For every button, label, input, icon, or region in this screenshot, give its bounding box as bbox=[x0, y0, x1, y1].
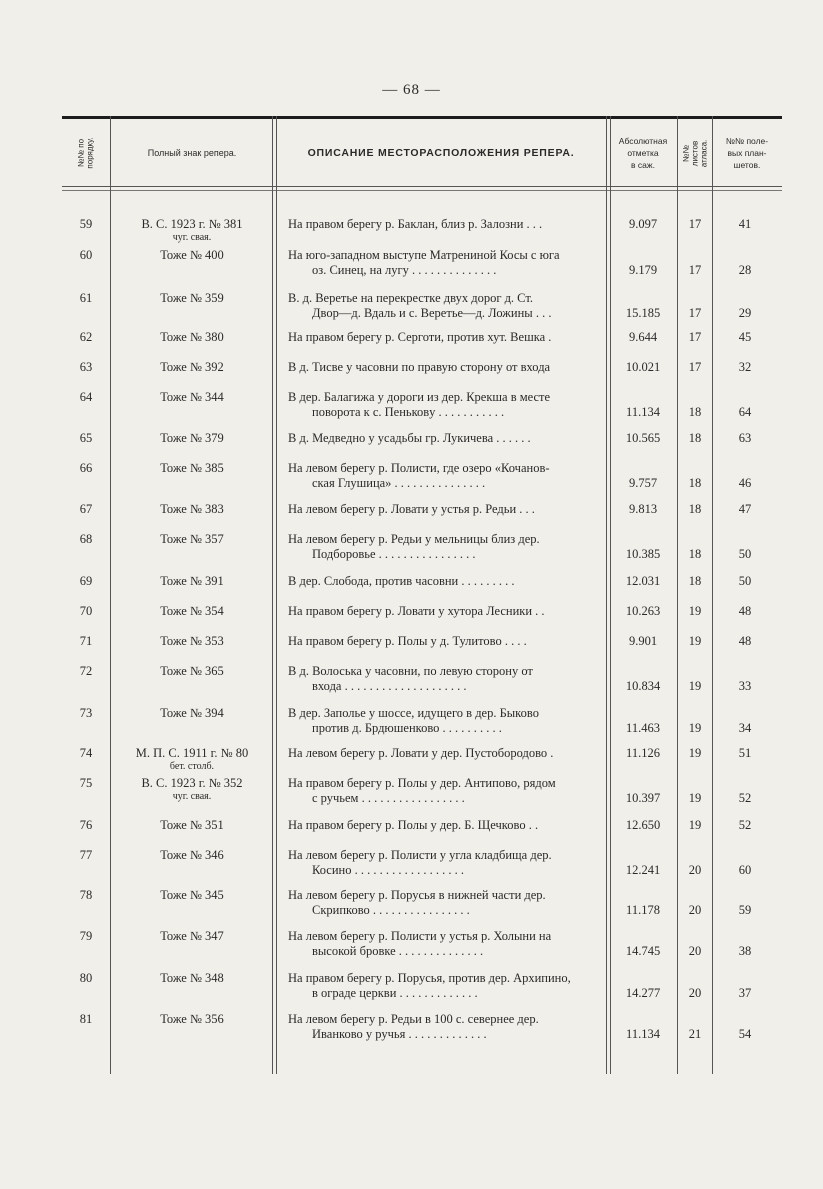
benchmark-sign-main: Тоже № 400 bbox=[160, 248, 224, 262]
description-line: с ручьем . . . . . . . . . . . . . . . . . bbox=[312, 791, 465, 805]
benchmark-sign-main: Тоже № 365 bbox=[160, 664, 224, 678]
field-tablet-number: 60 bbox=[738, 863, 752, 877]
row-number: 76 bbox=[79, 818, 93, 832]
description-line: На правом берегу р. Порусья, против дер. Архипино, bbox=[288, 971, 571, 985]
location-description bbox=[288, 390, 606, 420]
field-tablet-number: 48 bbox=[738, 604, 752, 618]
benchmark-sign bbox=[112, 574, 272, 588]
atlas-sheet-number: 19 bbox=[688, 604, 702, 618]
row-number: 63 bbox=[79, 360, 93, 374]
atlas-sheet-number: 18 bbox=[688, 574, 702, 588]
benchmark-sign-main: Тоже № 351 bbox=[160, 818, 224, 832]
absolute-altitude: 9.644 bbox=[628, 330, 658, 344]
row-number: 75 bbox=[79, 776, 93, 790]
description-line: В д. Медведно у усадьбы гр. Лукичева . . . . . . bbox=[288, 431, 531, 445]
benchmark-sign bbox=[112, 360, 272, 374]
description-line: На левом берегу р. Полисти у угла кладбища дер. bbox=[288, 848, 552, 862]
absolute-altitude: 9.901 bbox=[628, 634, 658, 648]
absolute-altitude: 12.650 bbox=[625, 818, 661, 832]
benchmark-sign bbox=[112, 1012, 272, 1026]
row-number: 61 bbox=[79, 291, 93, 305]
row-number: 66 bbox=[79, 461, 93, 475]
benchmark-sign bbox=[112, 330, 272, 344]
description-line: На правом берегу р. Серготи, против хут. Вешка . bbox=[288, 330, 552, 344]
atlas-sheet-number: 19 bbox=[688, 746, 702, 760]
row-number: 69 bbox=[79, 574, 93, 588]
atlas-sheet-number: 20 bbox=[688, 863, 702, 877]
row-number: 60 bbox=[79, 248, 93, 262]
atlas-sheet-number: 17 bbox=[688, 330, 702, 344]
description-line: На юго-западном выступе Матрениной Косы с юга bbox=[288, 248, 560, 262]
description-line: На левом берегу р. Порусья в нижней части дер. bbox=[288, 888, 546, 902]
description-line: На левом берегу р. Редьи у мельницы близ дер. bbox=[288, 532, 540, 546]
atlas-sheet-number: 21 bbox=[688, 1027, 702, 1041]
benchmark-sign bbox=[112, 706, 272, 720]
atlas-sheet-number: 17 bbox=[688, 360, 702, 374]
table-top-rule bbox=[62, 116, 782, 119]
location-description bbox=[288, 431, 606, 446]
location-description bbox=[288, 461, 606, 491]
benchmark-sign-main: Тоже № 392 bbox=[160, 360, 224, 374]
atlas-sheet-number: 17 bbox=[688, 306, 702, 320]
description-line: На левом берегу р. Полисти у устья р. Холыни на bbox=[288, 929, 552, 943]
benchmark-sign bbox=[112, 291, 272, 305]
header-atlas-sheet: №№ листов атласа. bbox=[681, 139, 709, 167]
location-description bbox=[288, 248, 606, 278]
location-description bbox=[288, 746, 606, 761]
benchmark-sign bbox=[112, 818, 272, 832]
benchmark-sign bbox=[112, 848, 272, 862]
description-line: На правом берегу р. Полы у дер. Антипово, рядом bbox=[288, 776, 556, 790]
atlas-sheet-number: 20 bbox=[688, 944, 702, 958]
location-description bbox=[288, 929, 606, 959]
field-tablet-number: 38 bbox=[738, 944, 752, 958]
location-description bbox=[288, 706, 606, 736]
benchmark-sign-main: Тоже № 359 bbox=[160, 291, 224, 305]
header-rule bbox=[62, 186, 782, 187]
description-line: Скрипково . . . . . . . . . . . . . . . . bbox=[312, 903, 470, 917]
benchmark-sign-main: Тоже № 344 bbox=[160, 390, 224, 404]
absolute-altitude: 12.031 bbox=[625, 574, 661, 588]
location-description bbox=[288, 574, 606, 589]
benchmark-sign-main: Тоже № 357 bbox=[160, 532, 224, 546]
field-tablet-number: 50 bbox=[738, 547, 752, 561]
benchmark-sign bbox=[112, 390, 272, 404]
benchmark-sign-main: В. С. 1923 г. № 352 bbox=[141, 776, 243, 790]
benchmark-sign-type: чуг. свая. bbox=[172, 232, 212, 243]
location-description bbox=[288, 1012, 606, 1042]
location-description bbox=[288, 604, 606, 619]
benchmark-table bbox=[62, 116, 782, 1076]
description-line: в ограде церкви . . . . . . . . . . . . . bbox=[312, 986, 478, 1000]
description-line: высокой бровке . . . . . . . . . . . . . . bbox=[312, 944, 484, 958]
benchmark-sign-main: Тоже № 391 bbox=[160, 574, 224, 588]
field-tablet-number: 50 bbox=[738, 574, 752, 588]
description-line: На правом берегу р. Ловати у хутора Лесники . . bbox=[288, 604, 545, 618]
description-line: поворота к с. Пеньковy . . . . . . . . . . . bbox=[312, 405, 505, 419]
absolute-altitude: 9.813 bbox=[628, 502, 658, 516]
location-description bbox=[288, 848, 606, 878]
atlas-sheet-number: 18 bbox=[688, 476, 702, 490]
benchmark-sign-main: Тоже № 346 bbox=[160, 848, 224, 862]
benchmark-sign-main: Тоже № 356 bbox=[160, 1012, 224, 1026]
field-tablet-number: 64 bbox=[738, 405, 752, 419]
description-line: На левом берегу р. Полисти, где озеро «Кочанов- bbox=[288, 461, 550, 475]
absolute-altitude: 11.463 bbox=[626, 721, 660, 735]
benchmark-sign-main: М. П. С. 1911 г. № 80 bbox=[135, 746, 249, 760]
header-altitude: Абсолютная отметка в саж. bbox=[618, 136, 668, 170]
location-description bbox=[288, 502, 606, 517]
location-description bbox=[288, 664, 606, 694]
atlas-sheet-number: 18 bbox=[688, 502, 702, 516]
row-number: 62 bbox=[79, 330, 93, 344]
location-description bbox=[288, 776, 606, 806]
field-tablet-number: 54 bbox=[738, 1027, 752, 1041]
benchmark-sign-main: Тоже № 348 bbox=[160, 971, 224, 985]
field-tablet-number: 28 bbox=[738, 263, 752, 277]
row-number: 78 bbox=[79, 888, 93, 902]
benchmark-sign-main: Тоже № 353 bbox=[160, 634, 224, 648]
row-number: 59 bbox=[79, 217, 93, 231]
atlas-sheet-number: 19 bbox=[688, 679, 702, 693]
benchmark-sign-main: В. С. 1923 г. № 381 bbox=[141, 217, 243, 231]
column-divider bbox=[606, 116, 611, 1074]
description-line: оз. Синец, на лугу . . . . . . . . . . . . . . bbox=[312, 263, 497, 277]
field-tablet-number: 52 bbox=[738, 791, 752, 805]
benchmark-sign-type: чуг. свая. bbox=[172, 791, 212, 802]
location-description bbox=[288, 291, 606, 321]
atlas-sheet-number: 19 bbox=[688, 721, 702, 735]
field-tablet-number: 46 bbox=[738, 476, 752, 490]
header-rule-secondary bbox=[62, 190, 782, 191]
header-field-tablet: №№ поле- вых план- шетов. bbox=[725, 136, 769, 170]
row-number: 73 bbox=[79, 706, 93, 720]
benchmark-sign bbox=[112, 888, 272, 902]
benchmark-sign bbox=[112, 217, 272, 245]
field-tablet-number: 63 bbox=[738, 431, 752, 445]
field-tablet-number: 52 bbox=[738, 818, 752, 832]
location-description bbox=[288, 532, 606, 562]
benchmark-sign bbox=[112, 971, 272, 985]
description-line: против д. Брдюшенково . . . . . . . . . . bbox=[312, 721, 502, 735]
atlas-sheet-number: 19 bbox=[688, 634, 702, 648]
absolute-altitude: 10.565 bbox=[625, 431, 661, 445]
location-description bbox=[288, 818, 606, 833]
description-line: Иванково у ручья . . . . . . . . . . . . . bbox=[312, 1027, 487, 1041]
benchmark-sign bbox=[112, 634, 272, 648]
location-description bbox=[288, 634, 606, 649]
benchmark-sign bbox=[112, 604, 272, 618]
benchmark-sign bbox=[112, 248, 272, 262]
row-number: 74 bbox=[79, 746, 93, 760]
field-tablet-number: 45 bbox=[738, 330, 752, 344]
absolute-altitude: 10.263 bbox=[625, 604, 661, 618]
atlas-sheet-number: 19 bbox=[688, 818, 702, 832]
field-tablet-number: 48 bbox=[738, 634, 752, 648]
benchmark-sign bbox=[112, 461, 272, 475]
atlas-sheet-number: 20 bbox=[688, 986, 702, 1000]
header-sign: Полный знак репера. bbox=[147, 148, 237, 158]
description-line: В. д. Веретье на перекрестке двух дорог д. Ст. bbox=[288, 291, 533, 305]
atlas-sheet-number: 18 bbox=[688, 547, 702, 561]
description-line: В дер. Слобода, против часовни . . . . . . . . . bbox=[288, 574, 515, 588]
field-tablet-number: 29 bbox=[738, 306, 752, 320]
header-number: №№ по порядку. bbox=[77, 137, 95, 169]
description-line: Косино . . . . . . . . . . . . . . . . . . bbox=[312, 863, 464, 877]
column-divider bbox=[677, 116, 678, 1074]
location-description bbox=[288, 217, 606, 232]
absolute-altitude: 11.134 bbox=[626, 405, 660, 419]
absolute-altitude: 14.745 bbox=[625, 944, 661, 958]
absolute-altitude: 9.097 bbox=[628, 217, 658, 231]
description-line: Двор—д. Вдаль и с. Веретье—д. Ложины . . . bbox=[312, 306, 552, 320]
absolute-altitude: 11.126 bbox=[626, 746, 660, 760]
absolute-altitude: 12.241 bbox=[625, 863, 661, 877]
description-line: ская Глушица» . . . . . . . . . . . . . . . bbox=[312, 476, 486, 490]
benchmark-sign-main: Тоже № 385 bbox=[160, 461, 224, 475]
atlas-sheet-number: 20 bbox=[688, 903, 702, 917]
field-tablet-number: 41 bbox=[738, 217, 752, 231]
atlas-sheet-number: 18 bbox=[688, 431, 702, 445]
absolute-altitude: 10.397 bbox=[625, 791, 661, 805]
benchmark-sign bbox=[112, 431, 272, 445]
benchmark-sign bbox=[112, 532, 272, 546]
absolute-altitude: 9.757 bbox=[628, 476, 658, 490]
benchmark-sign-main: Тоже № 354 bbox=[160, 604, 224, 618]
absolute-altitude: 14.277 bbox=[625, 986, 661, 1000]
absolute-altitude: 10.834 bbox=[625, 679, 661, 693]
header-description: ОПИСАНИЕ МЕСТОРАСПОЛОЖЕНИЯ РЕПЕРА. bbox=[307, 147, 575, 159]
benchmark-sign bbox=[112, 664, 272, 678]
description-line: В дер. Заполье у шоссе, идущего в дер. Быково bbox=[288, 706, 539, 720]
benchmark-sign-main: Тоже № 383 bbox=[160, 502, 224, 516]
benchmark-sign-main: Тоже № 379 bbox=[160, 431, 224, 445]
atlas-sheet-number: 18 bbox=[688, 405, 702, 419]
benchmark-sign-type: бет. столб. bbox=[169, 761, 215, 772]
location-description bbox=[288, 971, 606, 1001]
column-divider bbox=[110, 116, 111, 1074]
description-line: В д. Волоська у часовни, по левую сторону от bbox=[288, 664, 533, 678]
absolute-altitude: 10.021 bbox=[625, 360, 661, 374]
row-number: 80 bbox=[79, 971, 93, 985]
benchmark-sign-main: Тоже № 347 bbox=[160, 929, 224, 943]
benchmark-sign-main: Тоже № 380 bbox=[160, 330, 224, 344]
row-number: 67 bbox=[79, 502, 93, 516]
description-line: На левом берегу р. Редьи в 100 с. севернее дер. bbox=[288, 1012, 539, 1026]
absolute-altitude: 11.134 bbox=[626, 1027, 660, 1041]
description-line: На правом берегу р. Полы у дер. Б. Щечково . . bbox=[288, 818, 539, 832]
absolute-altitude: 9.179 bbox=[628, 263, 658, 277]
row-number: 72 bbox=[79, 664, 93, 678]
row-number: 79 bbox=[79, 929, 93, 943]
field-tablet-number: 33 bbox=[738, 679, 752, 693]
description-line: входа . . . . . . . . . . . . . . . . . . . . bbox=[312, 679, 467, 693]
description-line: На левом берегу р. Ловати у устья р. Редьи . . . bbox=[288, 502, 535, 516]
atlas-sheet-number: 17 bbox=[688, 217, 702, 231]
field-tablet-number: 32 bbox=[738, 360, 752, 374]
row-number: 81 bbox=[79, 1012, 93, 1026]
field-tablet-number: 47 bbox=[738, 502, 752, 516]
description-line: В д. Тисве у часовни по правую сторону от входа bbox=[288, 360, 551, 374]
benchmark-sign bbox=[112, 776, 272, 804]
page-number: — 68 — bbox=[382, 82, 441, 98]
field-tablet-number: 59 bbox=[738, 903, 752, 917]
row-number: 65 bbox=[79, 431, 93, 445]
description-line: На левом берегу р. Ловати у дер. Пустобородово . bbox=[288, 746, 554, 760]
field-tablet-number: 34 bbox=[738, 721, 752, 735]
field-tablet-number: 37 bbox=[738, 986, 752, 1000]
row-number: 71 bbox=[79, 634, 93, 648]
description-line: На правом берегу р. Полы у д. Тулитово . . . . bbox=[288, 634, 527, 648]
description-line: На правом берегу р. Баклан, близ р. Залозни . . . bbox=[288, 217, 543, 231]
field-tablet-number: 51 bbox=[738, 746, 752, 760]
benchmark-sign-main: Тоже № 345 bbox=[160, 888, 224, 902]
atlas-sheet-number: 17 bbox=[688, 263, 702, 277]
benchmark-sign-main: Тоже № 394 bbox=[160, 706, 224, 720]
location-description bbox=[288, 330, 606, 345]
row-number: 77 bbox=[79, 848, 93, 862]
atlas-sheet-number: 19 bbox=[688, 791, 702, 805]
column-divider bbox=[272, 116, 277, 1074]
description-line: Подборовье . . . . . . . . . . . . . . . . bbox=[312, 547, 476, 561]
absolute-altitude: 10.385 bbox=[625, 547, 661, 561]
column-divider bbox=[712, 116, 713, 1074]
location-description bbox=[288, 360, 606, 375]
row-number: 68 bbox=[79, 532, 93, 546]
benchmark-sign bbox=[112, 929, 272, 943]
row-number: 64 bbox=[79, 390, 93, 404]
absolute-altitude: 11.178 bbox=[626, 903, 660, 917]
description-line: В дер. Балагижа у дороги из дер. Крекша в месте bbox=[288, 390, 551, 404]
benchmark-sign bbox=[112, 746, 272, 774]
location-description bbox=[288, 888, 606, 918]
row-number: 70 bbox=[79, 604, 93, 618]
benchmark-sign bbox=[112, 502, 272, 516]
absolute-altitude: 15.185 bbox=[625, 306, 661, 320]
